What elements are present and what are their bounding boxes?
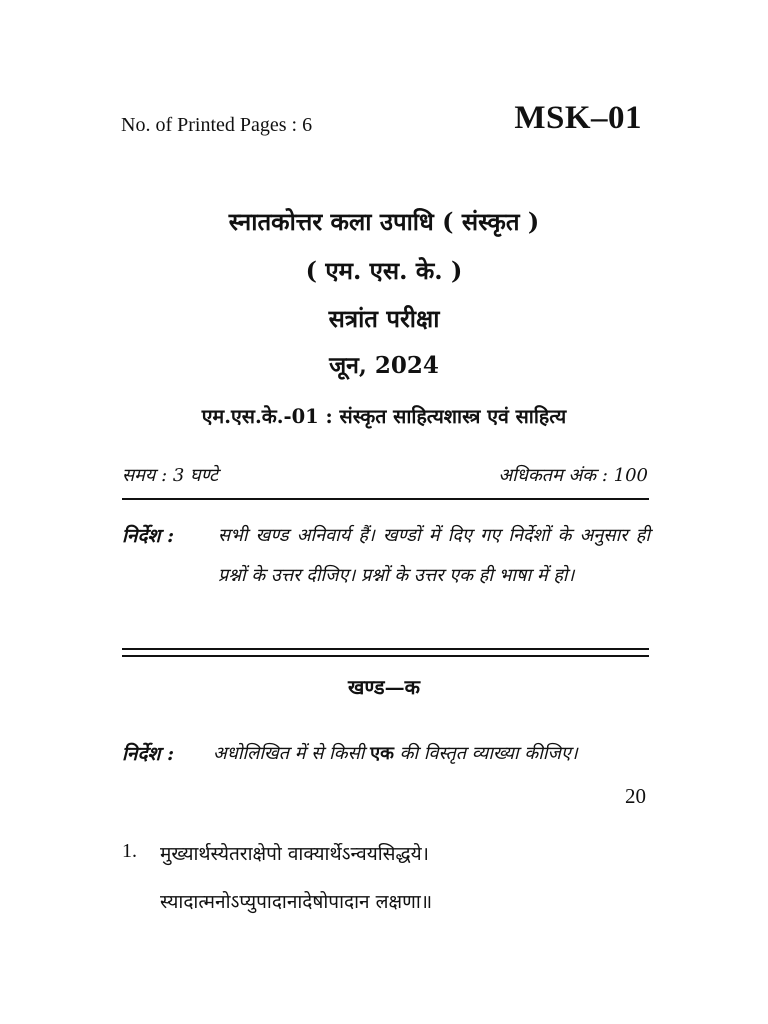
question-number: 1. [122, 840, 137, 862]
double-rule-bottom [122, 655, 649, 657]
header-divider [122, 498, 649, 500]
section-a-instruction-text [213, 734, 650, 774]
double-rule-top [122, 648, 649, 650]
instruction-emphasis: एक [370, 743, 394, 764]
printed-pages-count: No. of Printed Pages : 6 [121, 114, 313, 136]
exam-type: सत्रांत परीक्षा [328, 304, 440, 333]
general-instruction-text: सभी खण्ड अनिवार्य हैं। खण्डों में दिए गए निर्देशों के अनुसार ही प्रश्नों के उत्तर दीजिए। प्रश्नों के उत्तर एक ही भाषा में हो। [218, 525, 650, 586]
time-allowed: समय : 3 घण्टे [122, 465, 219, 486]
question-verse-line-2: स्यादात्मनोऽप्युपादानादेषोपादान लक्षणा॥ [160, 891, 433, 913]
exam-session: जून, 2024 [329, 352, 439, 379]
section-a-marks: 20 [625, 784, 646, 808]
programme-title: स्नातकोत्तर कला उपाधि ( संस्कृत ) [228, 207, 540, 236]
paper-title: एम.एस.के.-01 : संस्कृत साहित्यशास्त्र एवं साहित्य [201, 405, 567, 428]
general-instruction-label: निर्देश : [122, 525, 175, 547]
section-a-title: खण्ड—क [348, 675, 420, 699]
instruction-text-before: अधोलिखित में से किसी [213, 743, 371, 764]
programme-abbreviation: ( एम. एस. के. ) [305, 256, 463, 285]
course-code: MSK–01 [514, 100, 642, 136]
maximum-marks: अधिकतम अंक : 100 [498, 465, 648, 486]
section-a-instruction-label: निर्देश : [122, 743, 175, 765]
question-verse-line-1: मुख्यार्थस्येतराक्षेपो वाक्यार्थेऽन्वयसिद्धये। [160, 843, 429, 865]
instruction-text-after: की विस्तृत व्याख्या कीजिए। [393, 743, 578, 764]
